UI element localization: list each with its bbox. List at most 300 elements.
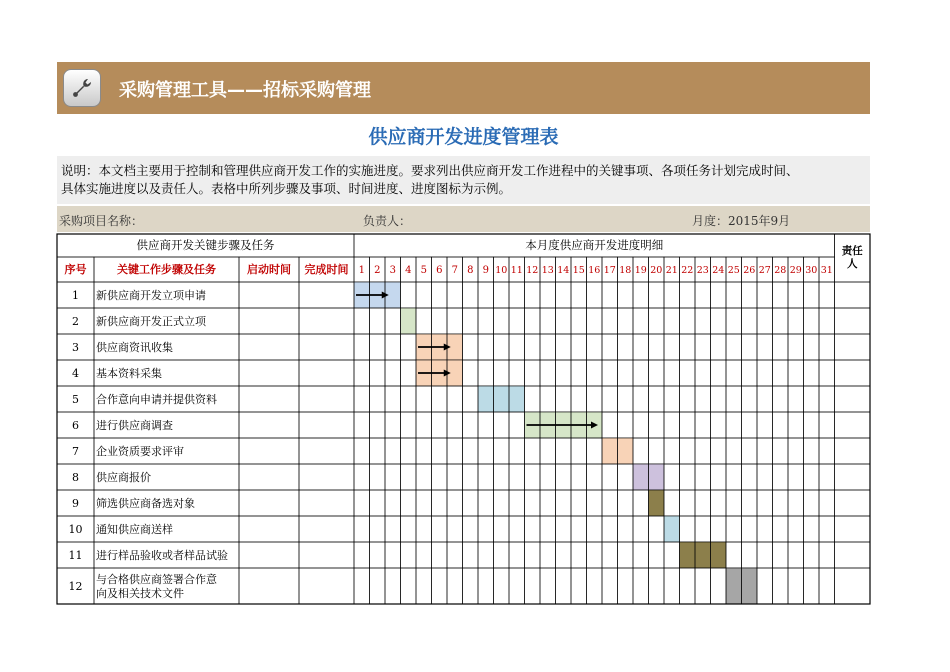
day-cell — [602, 490, 618, 516]
day-cell — [649, 334, 665, 360]
day-cell — [804, 386, 820, 412]
task-name: 进行样品验收或者样品试验 — [96, 549, 228, 562]
day-header-label-23: 23 — [696, 265, 709, 276]
header-seq-label: 序号 — [64, 263, 87, 276]
day-cell — [757, 490, 773, 516]
day-cell — [649, 360, 665, 386]
day-cell — [432, 412, 448, 438]
day-cell — [804, 568, 820, 604]
finish-time-cell — [299, 334, 354, 360]
day-cell — [478, 282, 494, 308]
day-cell — [773, 334, 789, 360]
day-cell — [401, 438, 417, 464]
day-cell — [509, 334, 525, 360]
banner-title: 采购管理工具——招标采购管理 — [119, 80, 371, 101]
day-cell — [525, 360, 541, 386]
day-cell — [695, 308, 711, 334]
day-cell — [478, 542, 494, 568]
day-cell — [587, 334, 603, 360]
day-cell — [618, 568, 634, 604]
day-cell — [571, 360, 587, 386]
day-cell — [401, 334, 417, 360]
day-cell — [385, 438, 401, 464]
day-cell — [633, 386, 649, 412]
day-cell — [618, 282, 634, 308]
day-cell — [463, 308, 479, 334]
day-cell — [788, 386, 804, 412]
day-cell — [711, 516, 727, 542]
day-cell — [354, 516, 370, 542]
task-name: 合作意向申请并提供资料 — [96, 393, 217, 406]
responsible-cell — [835, 386, 871, 412]
day-cell — [602, 464, 618, 490]
day-cell — [416, 412, 432, 438]
seq-value: 8 — [72, 471, 79, 484]
day-cell — [478, 516, 494, 542]
day-cell — [618, 516, 634, 542]
day-cell — [742, 282, 758, 308]
day-cell — [819, 516, 835, 542]
day-cell — [633, 308, 649, 334]
day-cell — [695, 490, 711, 516]
day-cell — [401, 516, 417, 542]
day-cell — [804, 360, 820, 386]
day-cell — [757, 308, 773, 334]
day-cell — [401, 542, 417, 568]
day-cell — [447, 282, 463, 308]
day-cell — [633, 516, 649, 542]
day-cell — [819, 308, 835, 334]
start-time-cell — [239, 516, 299, 542]
day-cell — [680, 438, 696, 464]
start-time-cell — [239, 568, 299, 604]
day-cell — [478, 360, 494, 386]
day-cell — [618, 308, 634, 334]
day-cell — [773, 516, 789, 542]
progress-bar-cell — [633, 464, 649, 490]
day-cell — [370, 412, 386, 438]
day-cell — [819, 568, 835, 604]
day-cell — [788, 464, 804, 490]
day-cell — [742, 438, 758, 464]
day-cell — [664, 438, 680, 464]
day-cell — [587, 386, 603, 412]
progress-bar-cell — [618, 438, 634, 464]
day-cell — [571, 516, 587, 542]
day-header-label-14: 14 — [557, 265, 570, 276]
day-cell — [463, 282, 479, 308]
finish-time-cell — [299, 490, 354, 516]
day-cell — [540, 334, 556, 360]
day-cell — [478, 464, 494, 490]
responsible-cell — [835, 412, 871, 438]
day-cell — [463, 438, 479, 464]
day-cell — [773, 386, 789, 412]
day-cell — [447, 542, 463, 568]
seq-value: 2 — [72, 315, 79, 328]
day-cell — [726, 516, 742, 542]
day-cell — [432, 308, 448, 334]
day-cell — [633, 490, 649, 516]
day-cell — [494, 308, 510, 334]
day-cell — [819, 360, 835, 386]
day-cell — [664, 360, 680, 386]
day-cell — [385, 334, 401, 360]
description-line-2: 具体实施进度以及责任人。表格中所列步骤及事项、时间进度、进度图标为示例。 — [61, 181, 512, 196]
day-cell — [773, 438, 789, 464]
day-cell — [447, 412, 463, 438]
day-cell — [509, 438, 525, 464]
day-cell — [370, 360, 386, 386]
day-header-label-21: 21 — [665, 265, 678, 276]
day-cell — [509, 360, 525, 386]
day-cell — [432, 282, 448, 308]
day-cell — [804, 542, 820, 568]
day-cell — [540, 308, 556, 334]
day-cell — [649, 568, 665, 604]
day-cell — [416, 308, 432, 334]
day-cell — [401, 412, 417, 438]
day-cell — [385, 516, 401, 542]
task-name: 新供应商开发立项申请 — [96, 289, 206, 302]
day-cell — [370, 542, 386, 568]
progress-bar-cell — [726, 568, 742, 604]
day-cell — [571, 334, 587, 360]
day-cell — [525, 490, 541, 516]
day-header-label-9: 9 — [482, 265, 489, 276]
sheet-title: 供应商开发进度管理表 — [368, 126, 559, 148]
seq-value: 3 — [72, 341, 79, 354]
task-name: 新供应商开发正式立项 — [96, 315, 206, 328]
start-time-cell — [239, 490, 299, 516]
seq-value: 7 — [72, 445, 79, 458]
day-cell — [354, 438, 370, 464]
day-cell — [540, 360, 556, 386]
day-cell — [478, 308, 494, 334]
day-cell — [788, 516, 804, 542]
day-header-label-28: 28 — [774, 265, 787, 276]
day-cell — [757, 568, 773, 604]
day-header-label-31: 31 — [820, 265, 833, 276]
day-cell — [525, 464, 541, 490]
finish-time-cell — [299, 412, 354, 438]
progress-bar-cell — [649, 490, 665, 516]
day-cell — [680, 308, 696, 334]
day-cell — [370, 386, 386, 412]
day-cell — [432, 516, 448, 542]
responsible-cell — [835, 542, 871, 568]
day-cell — [370, 438, 386, 464]
day-cell — [680, 568, 696, 604]
day-cell — [773, 412, 789, 438]
day-cell — [726, 334, 742, 360]
day-cell — [432, 464, 448, 490]
day-cell — [509, 490, 525, 516]
day-cell — [525, 308, 541, 334]
day-cell — [556, 282, 572, 308]
day-header-label-5: 5 — [420, 265, 427, 276]
day-cell — [773, 282, 789, 308]
day-cell — [633, 360, 649, 386]
task-name: 通知供应商送样 — [96, 523, 173, 536]
start-time-cell — [239, 308, 299, 334]
day-cell — [819, 282, 835, 308]
day-cell — [447, 464, 463, 490]
start-time-cell — [239, 334, 299, 360]
day-cell — [680, 464, 696, 490]
day-cell — [540, 568, 556, 604]
day-cell — [463, 490, 479, 516]
day-cell — [726, 490, 742, 516]
day-cell — [432, 542, 448, 568]
day-cell — [726, 412, 742, 438]
day-cell — [711, 334, 727, 360]
day-cell — [726, 542, 742, 568]
day-cell — [633, 334, 649, 360]
seq-value: 6 — [72, 419, 79, 432]
responsible-cell — [835, 490, 871, 516]
task-name-line-1: 与合格供应商签署合作意 — [96, 573, 217, 586]
month-label: 月度：2015年9月 — [692, 214, 791, 228]
day-header-label-19: 19 — [634, 265, 647, 276]
day-cell — [695, 282, 711, 308]
day-header-label-13: 13 — [541, 265, 554, 276]
day-cell — [819, 386, 835, 412]
day-cell — [633, 568, 649, 604]
day-cell — [664, 464, 680, 490]
responsible-cell — [835, 464, 871, 490]
day-cell — [525, 438, 541, 464]
day-cell — [370, 308, 386, 334]
progress-bar-cell — [664, 516, 680, 542]
seq-value: 9 — [72, 497, 79, 510]
day-cell — [478, 334, 494, 360]
day-cell — [432, 386, 448, 412]
day-header-label-3: 3 — [389, 265, 396, 276]
day-cell — [649, 438, 665, 464]
day-cell — [494, 438, 510, 464]
responsible-cell — [835, 360, 871, 386]
day-cell — [711, 360, 727, 386]
seq-value: 10 — [68, 523, 83, 536]
day-header-label-26: 26 — [743, 265, 756, 276]
day-cell — [788, 360, 804, 386]
responsible-cell — [835, 438, 871, 464]
day-cell — [571, 568, 587, 604]
day-cell — [649, 412, 665, 438]
day-cell — [401, 360, 417, 386]
start-time-cell — [239, 438, 299, 464]
day-cell — [711, 438, 727, 464]
day-cell — [819, 464, 835, 490]
progress-bar-cell — [401, 308, 417, 334]
day-cell — [711, 464, 727, 490]
task-name-line-2: 向及相关技术文件 — [96, 587, 184, 600]
day-cell — [416, 386, 432, 412]
day-cell — [633, 282, 649, 308]
day-cell — [525, 542, 541, 568]
day-cell — [788, 568, 804, 604]
day-cell — [695, 360, 711, 386]
start-time-cell — [239, 412, 299, 438]
day-cell — [819, 542, 835, 568]
day-cell — [447, 438, 463, 464]
day-cell — [463, 542, 479, 568]
day-cell — [680, 412, 696, 438]
day-cell — [494, 464, 510, 490]
day-cell — [354, 386, 370, 412]
day-cell — [494, 516, 510, 542]
responsible-header-line-2: 人 — [847, 258, 858, 270]
day-cell — [463, 568, 479, 604]
day-cell — [540, 438, 556, 464]
day-cell — [819, 412, 835, 438]
day-cell — [711, 568, 727, 604]
day-cell — [618, 412, 634, 438]
day-cell — [664, 568, 680, 604]
day-header-label-4: 4 — [405, 265, 412, 276]
day-cell — [416, 282, 432, 308]
day-cell — [540, 464, 556, 490]
day-cell — [695, 464, 711, 490]
day-cell — [788, 490, 804, 516]
day-cell — [447, 516, 463, 542]
day-cell — [773, 568, 789, 604]
day-cell — [602, 542, 618, 568]
day-header-label-10: 10 — [495, 265, 508, 276]
day-cell — [711, 282, 727, 308]
day-cell — [571, 542, 587, 568]
day-cell — [804, 490, 820, 516]
task-name: 企业资质要求评审 — [96, 445, 184, 458]
progress-bar-cell — [680, 542, 696, 568]
day-cell — [571, 490, 587, 516]
day-cell — [664, 542, 680, 568]
day-cell — [649, 542, 665, 568]
day-cell — [509, 568, 525, 604]
day-cell — [509, 516, 525, 542]
day-cell — [587, 282, 603, 308]
day-cell — [447, 490, 463, 516]
day-cell — [556, 490, 572, 516]
group-header-right-label: 本月度供应商开发进度明细 — [525, 238, 664, 252]
day-cell — [618, 360, 634, 386]
day-cell — [556, 568, 572, 604]
day-cell — [711, 308, 727, 334]
day-cell — [494, 360, 510, 386]
day-cell — [416, 490, 432, 516]
day-cell — [509, 464, 525, 490]
day-cell — [633, 412, 649, 438]
day-cell — [525, 568, 541, 604]
progress-bar-cell — [478, 386, 494, 412]
day-header-label-25: 25 — [727, 265, 740, 276]
day-cell — [695, 386, 711, 412]
seq-value: 1 — [72, 289, 79, 302]
day-cell — [556, 464, 572, 490]
day-cell — [556, 334, 572, 360]
day-cell — [525, 516, 541, 542]
day-cell — [401, 282, 417, 308]
day-cell — [354, 464, 370, 490]
responsible-cell — [835, 334, 871, 360]
day-cell — [571, 282, 587, 308]
day-cell — [401, 464, 417, 490]
day-cell — [773, 308, 789, 334]
day-cell — [788, 308, 804, 334]
day-cell — [385, 308, 401, 334]
day-cell — [494, 334, 510, 360]
day-cell — [432, 438, 448, 464]
day-cell — [742, 360, 758, 386]
task-name: 筛选供应商备选对象 — [96, 497, 195, 510]
day-cell — [602, 360, 618, 386]
header-task-label: 关键工作步骤及任务 — [117, 263, 216, 276]
day-cell — [804, 308, 820, 334]
day-cell — [494, 568, 510, 604]
day-cell — [726, 386, 742, 412]
day-cell — [385, 490, 401, 516]
day-cell — [633, 438, 649, 464]
day-cell — [742, 542, 758, 568]
start-time-cell — [239, 360, 299, 386]
day-cell — [649, 386, 665, 412]
day-cell — [649, 516, 665, 542]
day-cell — [354, 568, 370, 604]
day-cell — [680, 282, 696, 308]
seq-value: 4 — [72, 367, 79, 380]
day-cell — [370, 516, 386, 542]
task-name: 供应商报价 — [96, 471, 151, 484]
day-cell — [587, 542, 603, 568]
day-cell — [602, 516, 618, 542]
day-cell — [695, 516, 711, 542]
description-line-1: 说明：本文档主要用于控制和管理供应商开发工作的实施进度。要求列出供应商开发工作进程中的关键事项、各项任务计划完成时间、 — [61, 163, 799, 178]
day-cell — [804, 334, 820, 360]
day-header-label-20: 20 — [650, 265, 663, 276]
day-cell — [742, 386, 758, 412]
day-cell — [742, 464, 758, 490]
day-cell — [540, 282, 556, 308]
day-cell — [695, 412, 711, 438]
day-cell — [602, 412, 618, 438]
day-cell — [680, 360, 696, 386]
day-cell — [432, 568, 448, 604]
progress-bar-cell — [742, 568, 758, 604]
day-header-label-1: 1 — [358, 265, 365, 276]
day-cell — [540, 490, 556, 516]
day-cell — [695, 334, 711, 360]
day-cell — [618, 542, 634, 568]
day-header-label-18: 18 — [619, 265, 632, 276]
day-cell — [757, 438, 773, 464]
day-cell — [571, 386, 587, 412]
day-cell — [571, 464, 587, 490]
day-cell — [680, 334, 696, 360]
day-cell — [726, 308, 742, 334]
day-cell — [556, 542, 572, 568]
day-cell — [556, 516, 572, 542]
responsible-cell — [835, 516, 871, 542]
day-cell — [556, 386, 572, 412]
day-cell — [726, 360, 742, 386]
day-header-label-29: 29 — [789, 265, 802, 276]
day-header-label-12: 12 — [526, 265, 539, 276]
day-cell — [757, 412, 773, 438]
day-header-label-30: 30 — [805, 265, 818, 276]
day-cell — [664, 386, 680, 412]
day-cell — [571, 438, 587, 464]
